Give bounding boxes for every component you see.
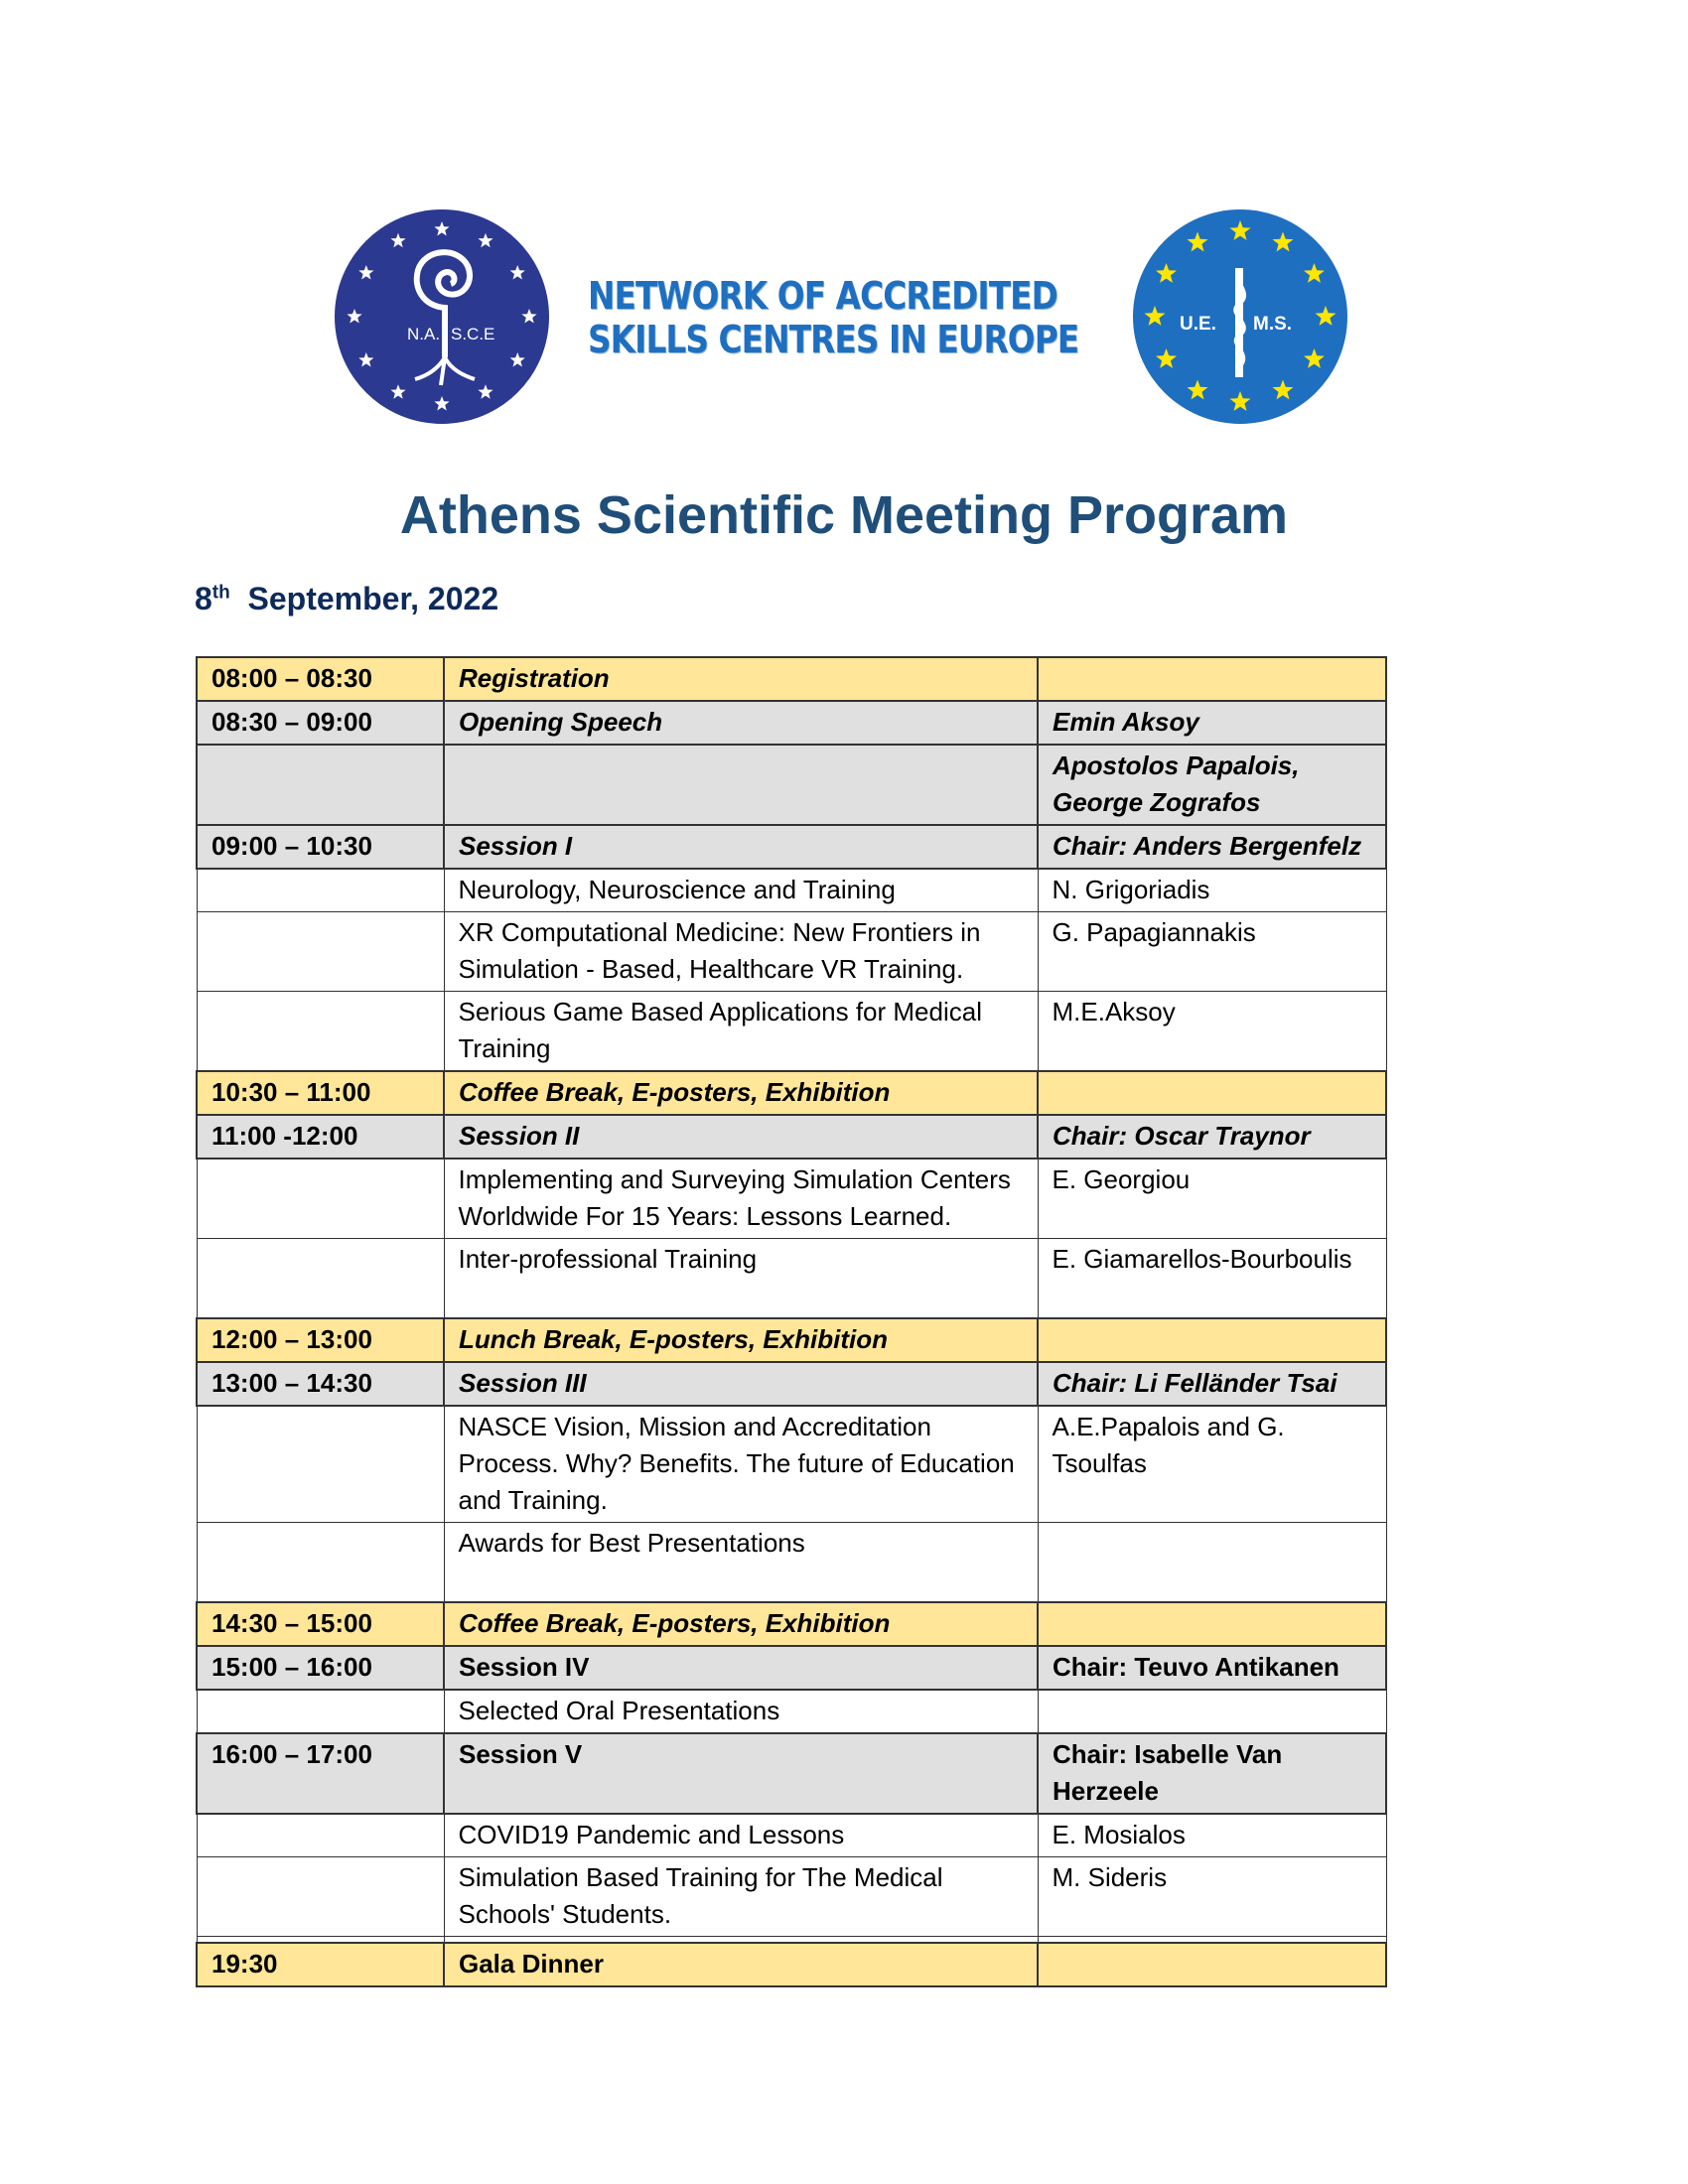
talk-row	[197, 1523, 1386, 1603]
item-cell: Session III	[444, 1362, 1038, 1406]
time-cell	[197, 1406, 444, 1523]
item-cell: Opening Speech	[444, 701, 1038, 745]
svg-text:S.C.E: S.C.E	[451, 325, 495, 343]
break-row	[197, 1602, 1386, 1646]
person-cell: Chair: Teuvo Antikanen	[1038, 1646, 1386, 1690]
person-cell	[1038, 1071, 1386, 1115]
time-cell	[197, 912, 444, 992]
time-cell	[197, 1239, 444, 1319]
item-cell: XR Computational Medicine: New Frontiers in Simulation - Based, Healthcare VR Training.	[444, 912, 1038, 992]
header-logos	[0, 208, 1688, 427]
svg-text:N.A.: N.A.	[407, 325, 441, 343]
item-cell: Selected Oral Presentations	[444, 1690, 1038, 1733]
session-row	[197, 825, 1386, 869]
time-cell: 08:30 – 09:00	[197, 701, 444, 745]
item-cell: Awards for Best Presentations	[444, 1523, 1038, 1603]
person-cell: G. Papagiannakis	[1038, 912, 1386, 992]
item-cell: Coffee Break, E-posters, Exhibition	[444, 1071, 1038, 1115]
person-cell: Chair: Isabelle Van Herzeele	[1038, 1733, 1386, 1814]
talk-row	[197, 1690, 1386, 1733]
svg-text:U.E.: U.E.	[1180, 314, 1216, 335]
item-cell: Lunch Break, E-posters, Exhibition	[444, 1318, 1038, 1362]
time-cell: 08:00 – 08:30	[197, 657, 444, 701]
session-row	[197, 1646, 1386, 1690]
talk-row	[197, 1857, 1386, 1937]
time-cell: 14:30 – 15:00	[197, 1602, 444, 1646]
item-cell: COVID19 Pandemic and Lessons	[444, 1814, 1038, 1857]
nasce-logo-icon	[334, 208, 550, 425]
time-cell	[197, 1159, 444, 1239]
break-row	[197, 657, 1386, 701]
organization-name-line1: NETWORK OF ACCREDITED	[588, 274, 1057, 318]
uems-logo-icon	[1132, 208, 1348, 425]
session-row	[197, 745, 1386, 825]
session-row	[197, 1733, 1386, 1814]
organization-name	[588, 274, 1079, 361]
person-cell	[1038, 657, 1386, 701]
item-cell: Session I	[444, 825, 1038, 869]
person-cell: A.E.Papalois and G. Tsoulfas	[1038, 1406, 1386, 1523]
time-cell	[197, 1814, 444, 1857]
time-cell: 09:00 – 10:30	[197, 825, 444, 869]
person-cell	[1038, 1523, 1386, 1603]
session-row	[197, 701, 1386, 745]
time-cell: 11:00 -12:00	[197, 1115, 444, 1159]
time-cell: 16:00 – 17:00	[197, 1733, 444, 1814]
item-cell: Session IV	[444, 1646, 1038, 1690]
time-cell: 15:00 – 16:00	[197, 1646, 444, 1690]
date-suffix: th	[211, 582, 230, 604]
time-cell	[197, 1690, 444, 1733]
person-cell: E. Georgiou	[1038, 1159, 1386, 1239]
item-cell: Gala Dinner	[444, 1943, 1038, 1986]
talk-row	[197, 1159, 1386, 1239]
session-row	[197, 1115, 1386, 1159]
session-row	[197, 1362, 1386, 1406]
time-cell	[197, 1523, 444, 1603]
time-cell: 12:00 – 13:00	[197, 1318, 444, 1362]
item-cell: Coffee Break, E-posters, Exhibition	[444, 1602, 1038, 1646]
person-cell: M.E.Aksoy	[1038, 992, 1386, 1072]
person-cell: Apostolos Papalois, George Zografos	[1038, 745, 1386, 825]
organization-name-line2: SKILLS CENTRES IN EUROPE	[588, 318, 1079, 361]
time-cell	[197, 1857, 444, 1937]
item-cell: Registration	[444, 657, 1038, 701]
person-cell: N. Grigoriadis	[1038, 869, 1386, 912]
person-cell: Chair: Oscar Traynor	[1038, 1115, 1386, 1159]
time-cell	[197, 745, 444, 825]
item-cell: Serious Game Based Applications for Medical Training	[444, 992, 1038, 1072]
date-day: 8	[195, 581, 212, 616]
event-date	[195, 581, 498, 617]
talk-row	[197, 992, 1386, 1072]
person-cell: E. Mosialos	[1038, 1814, 1386, 1857]
person-cell	[1038, 1318, 1386, 1362]
item-cell: Neurology, Neuroscience and Training	[444, 869, 1038, 912]
time-cell	[197, 869, 444, 912]
talk-row	[197, 912, 1386, 992]
time-cell: 13:00 – 14:30	[197, 1362, 444, 1406]
person-cell: Emin Aksoy	[1038, 701, 1386, 745]
item-cell: Simulation Based Training for The Medical Schools' Students.	[444, 1857, 1038, 1937]
time-cell: 19:30	[197, 1943, 444, 1986]
person-cell: Chair: Anders Bergenfelz	[1038, 825, 1386, 869]
person-cell: Chair: Li Felländer Tsai	[1038, 1362, 1386, 1406]
item-cell: Inter-professional Training	[444, 1239, 1038, 1319]
program-table	[196, 656, 1387, 1987]
item-cell: Session V	[444, 1733, 1038, 1814]
person-cell: M. Sideris	[1038, 1857, 1386, 1937]
person-cell: E. Giamarellos-Bourboulis	[1038, 1239, 1386, 1319]
talk-row	[197, 1406, 1386, 1523]
page-title: Athens Scientific Meeting Program	[399, 485, 1289, 545]
talk-row	[197, 1814, 1386, 1857]
person-cell	[1038, 1690, 1386, 1733]
break-row	[197, 1943, 1386, 1986]
item-cell: NASCE Vision, Mission and Accreditation Process. Why? Benefits. The future of Education and Training.	[444, 1406, 1038, 1523]
break-row	[197, 1318, 1386, 1362]
talk-row	[197, 1239, 1386, 1319]
person-cell	[1038, 1602, 1386, 1646]
item-cell	[444, 745, 1038, 825]
item-cell: Implementing and Surveying Simulation Centers Worldwide For 15 Years: Lessons Learned.	[444, 1159, 1038, 1239]
person-cell	[1038, 1943, 1386, 1986]
time-cell: 10:30 – 11:00	[197, 1071, 444, 1115]
break-row	[197, 1071, 1386, 1115]
svg-text:M.S.: M.S.	[1253, 314, 1293, 335]
talk-row	[197, 869, 1386, 912]
date-month-year: September, 2022	[247, 581, 499, 616]
time-cell	[197, 992, 444, 1072]
item-cell: Session II	[444, 1115, 1038, 1159]
